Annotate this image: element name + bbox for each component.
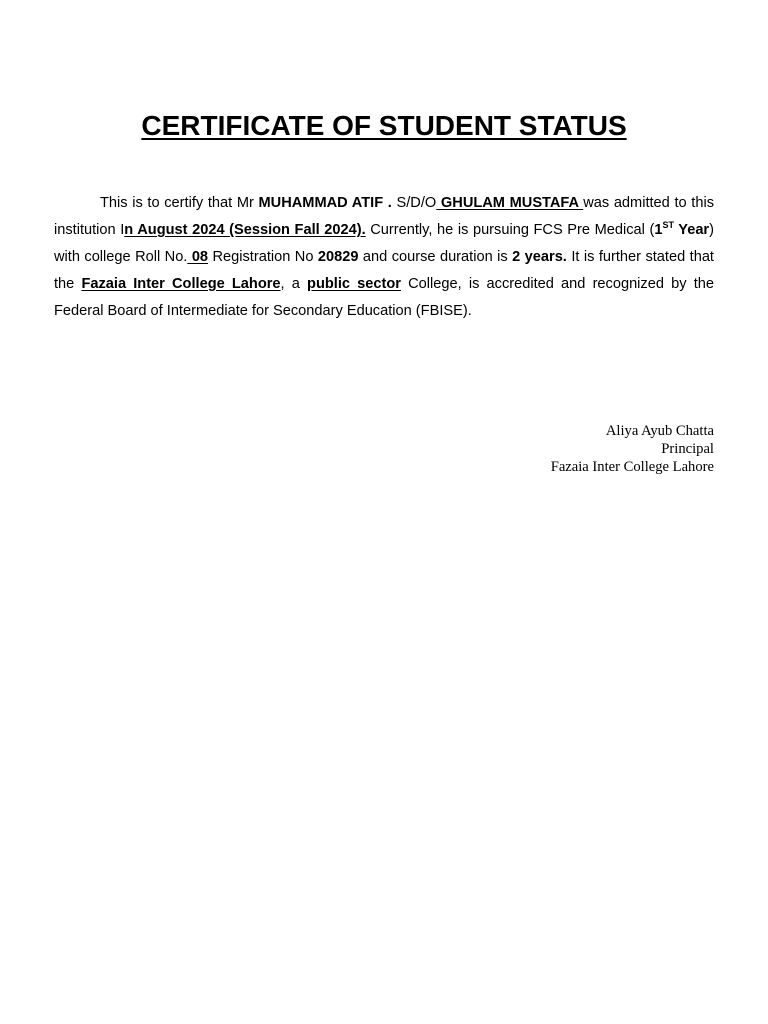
admission-session: n August 2024 (Session Fall 2024). bbox=[124, 222, 366, 238]
year-number: 1 bbox=[654, 222, 663, 238]
certificate-title bbox=[0, 108, 768, 144]
year-word: Year bbox=[673, 222, 710, 238]
certificate-title-text: CERTIFICATE OF STUDENT STATUS bbox=[141, 110, 627, 141]
college-name: Fazaia Inter College Lahore bbox=[81, 276, 281, 292]
signatory-institution: Fazaia Inter College Lahore bbox=[550, 459, 714, 475]
year-superscript: ST bbox=[662, 220, 674, 230]
body-text-1: This is to certify that Mr bbox=[100, 195, 259, 211]
certificate-body bbox=[54, 190, 714, 325]
signatory-designation: Principal bbox=[661, 441, 714, 457]
roll-number: 08 bbox=[187, 249, 209, 265]
body-text-9: , a bbox=[280, 276, 308, 292]
body-text-7: and course duration is bbox=[358, 249, 513, 265]
body-text-3: was admitted to this institution I bbox=[54, 195, 714, 238]
body-text-5: ) with college Roll No. bbox=[54, 222, 714, 265]
course-duration: 2 years. bbox=[512, 249, 567, 265]
student-name: MUHAMMAD ATIF . bbox=[258, 195, 392, 211]
body-text-8: It is further stated that the bbox=[54, 249, 714, 292]
registration-number: 20829 bbox=[317, 249, 359, 265]
body-text-2: S/D/O bbox=[391, 195, 437, 211]
signatory-name: Aliya Ayub Chatta bbox=[605, 423, 714, 439]
body-text-4: Currently, he is pursuing FCS Pre Medical ( bbox=[365, 222, 655, 238]
body-text-10: College, is accredited and recognized by the Federal Board of Intermediate for Secondary Education (FBISE). bbox=[54, 276, 714, 319]
body-text-6: Registration No bbox=[208, 249, 318, 265]
father-name: GHULAM MUSTAFA bbox=[436, 195, 584, 211]
sector-type: public sector bbox=[307, 276, 401, 292]
signature-block bbox=[551, 422, 714, 476]
